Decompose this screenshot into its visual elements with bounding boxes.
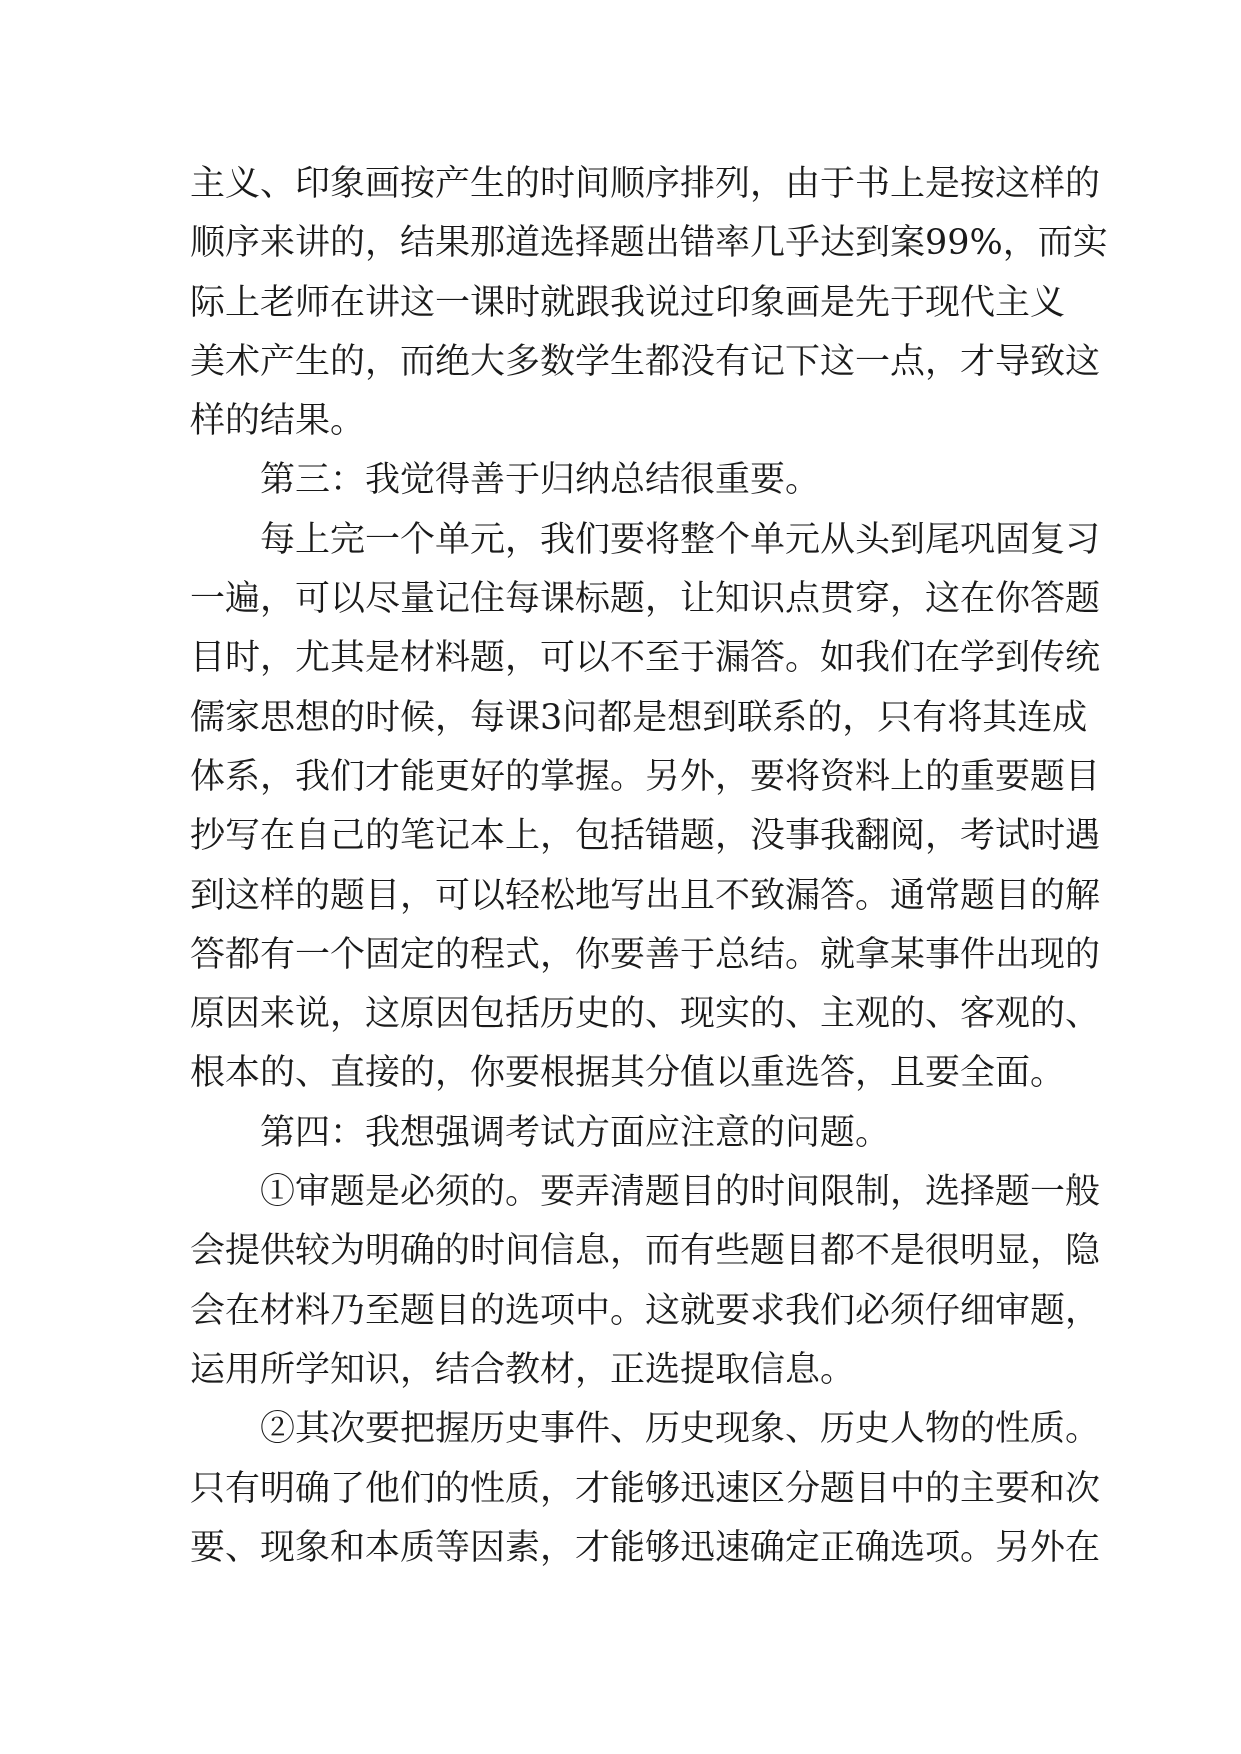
text-line: 美术产生的，而绝大多数学生都没有记下这一点，才导致这 (190, 341, 1101, 382)
text-line: 原因来说，这原因包括历史的、现实的、主观的、客观的、 (190, 994, 1101, 1035)
text-line: 到这样的题目，可以轻松地写出且不致漏答。通常题目的解 (190, 875, 1101, 916)
text-line: 儒家思想的时候，每课3问都是想到联系的，只有将其连成 (190, 697, 1088, 738)
text-line: ②其次要把握历史事件、历史现象、历史人物的性质。 (260, 1409, 1101, 1450)
section-heading: 第四：我想强调考试方面应注意的问题。 (260, 1112, 891, 1153)
text-line: 抄写在自己的笔记本上，包括错题，没事我翻阅，考试时遇 (190, 816, 1101, 857)
text-line: 每上完一个单元，我们要将整个单元从头到尾巩固复习 (260, 519, 1101, 560)
text-line: 一遍，可以尽量记住每课标题，让知识点贯穿，这在你答题 (190, 579, 1101, 620)
text-line: 会在材料乃至题目的选项中。这就要求我们必须仔细审题， (190, 1290, 1101, 1331)
text-line: 答都有一个固定的程式，你要善于总结。就拿某事件出现的 (190, 934, 1101, 975)
text-line: 样的结果。 (190, 401, 366, 442)
text-line: 体系，我们才能更好的掌握。另外，要将资料上的重要题目 (190, 756, 1101, 797)
text-line: ①审题是必须的。要弄清题目的时间限制，选择题一般 (260, 1172, 1101, 1213)
text-line: 目时，尤其是材料题，可以不至于漏答。如我们在学到传统 (190, 638, 1101, 679)
section-heading: 第三：我觉得善于归纳总结很重要。 (260, 460, 821, 501)
text-line: 会提供较为明确的时间信息，而有些题目都不是很明显，隐 (190, 1231, 1101, 1272)
text-line: 根本的、直接的，你要根据其分值以重选答，且要全面。 (190, 1053, 1066, 1094)
text-line: 要、现象和本质等因素，才能够迅速确定正确选项。另外在 (190, 1527, 1101, 1568)
text-line: 际上老师在讲这一课时就跟我说过印象画是先于现代主义 (190, 282, 1066, 323)
text-line: 主义、印象画按产生的时间顺序排列，由于书上是按这样的 (190, 164, 1101, 204)
text-line: 顺序来讲的，结果那道选择题出错率几乎达到案99%，而实 (190, 223, 1108, 264)
text-line: 只有明确了他们的性质，才能够迅速区分题目中的主要和次 (190, 1468, 1101, 1509)
text-line: 运用所学知识，结合教材，正选提取信息。 (190, 1349, 856, 1390)
document-body (190, 155, 1108, 1578)
